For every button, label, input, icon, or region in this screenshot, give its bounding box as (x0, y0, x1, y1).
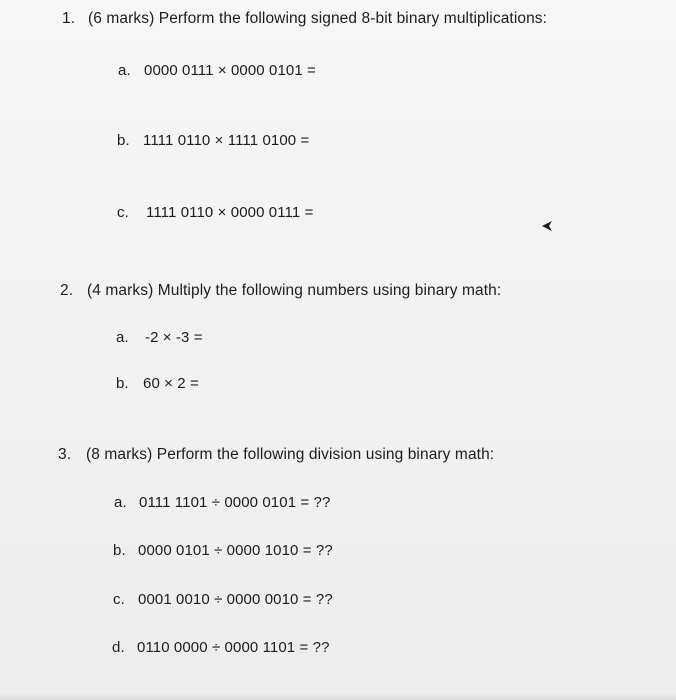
question-3-part-b (113, 542, 333, 559)
part-label: a. (118, 62, 131, 79)
part-label: a. (116, 329, 129, 346)
question-1-part-b (117, 132, 309, 149)
part-text: -2 × -3 = (145, 329, 203, 346)
question-text: (4 marks) Multiply the following numbers using binary math: (87, 282, 502, 299)
part-text: 0001 0010 ÷ 0000 0010 = ?? (138, 591, 333, 608)
question-3-part-c (113, 591, 333, 608)
question-3-part-a (114, 494, 330, 511)
question-2-part-b (116, 375, 199, 392)
part-text: 1111 0110 × 1111 0100 = (143, 132, 310, 149)
part-label: b. (117, 132, 130, 149)
question-text: (6 marks) Perform the following signed 8-bit binary multiplications: (88, 10, 548, 27)
part-label: c. (113, 591, 125, 608)
question-number: 1. (62, 10, 76, 27)
part-text: 0110 0000 ÷ 0000 1101 = ?? (137, 639, 330, 656)
part-text: 1111 0110 × 0000 0111 = (146, 204, 314, 221)
question-number: 2. (60, 282, 74, 299)
question-1-part-c (117, 204, 313, 221)
question-1-heading (62, 10, 547, 28)
question-1-part-a (118, 62, 316, 79)
mouse-cursor-icon (541, 220, 553, 232)
part-text: 0000 0101 ÷ 0000 1010 = ?? (138, 542, 333, 559)
question-2-heading (60, 282, 501, 300)
part-text: 60 × 2 = (143, 375, 199, 392)
part-text: 0111 1101 ÷ 0000 0101 = ?? (139, 494, 331, 511)
question-text: (8 marks) Perform the following division using binary math: (86, 446, 495, 463)
part-label: b. (116, 375, 129, 392)
part-label: a. (114, 494, 127, 511)
question-3-part-d (112, 639, 330, 656)
question-3-heading (58, 446, 494, 464)
question-number: 3. (58, 446, 72, 463)
part-text: 0000 0111 × 0000 0101 = (144, 62, 316, 79)
part-label: b. (113, 542, 126, 559)
part-label: d. (112, 639, 125, 656)
question-2-part-a (116, 329, 203, 346)
part-label: c. (117, 204, 129, 221)
page-bottom-shadow (0, 692, 676, 700)
